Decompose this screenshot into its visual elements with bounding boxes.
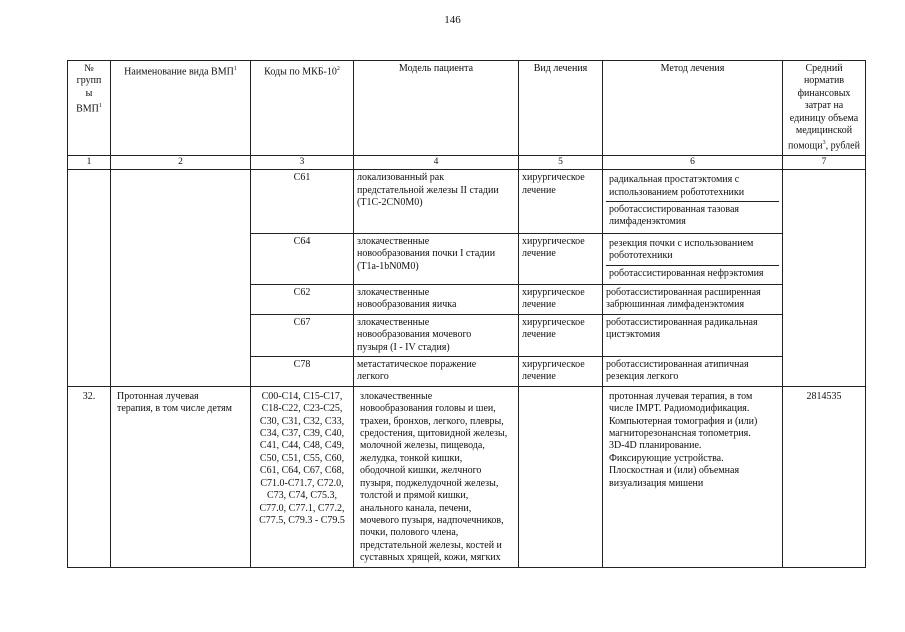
table-row-32: [68, 386, 866, 567]
patient-model-cell: злокачественные новообразования мочевого пузыря (I - IV стадия): [354, 314, 519, 356]
column-number: 3: [251, 156, 354, 170]
patient-model-cell: злокачественные новообразования яичка: [354, 285, 519, 315]
patient-model-cell: метастатическое поражение легкого: [354, 357, 519, 387]
treatment-method-cell: роботассистированная расширенная забрюшинная лимфаденэктомия: [603, 285, 783, 315]
patient-model-cell: злокачественные новообразования почки I стадии (T1a-1bN0M0): [354, 233, 519, 284]
header-vmp-name: Наименование вида ВМП$^1$: [111, 61, 251, 156]
icd-code-cell: C64: [251, 233, 354, 284]
treatment-method-cell: [603, 170, 783, 234]
icd-code-cell: C62: [251, 285, 354, 315]
patient-model-cell: локализованный рак предстательной железы II стадии (T1C-2CN0M0): [354, 170, 519, 234]
treatment-method-cell: [603, 233, 783, 284]
cost-cell: [783, 170, 866, 387]
header-treatment-method: Метод лечения: [603, 61, 783, 156]
treatment-method-cell: роботассистированная атипичная резекция легкого: [603, 357, 783, 387]
group-no-cell: [68, 170, 111, 387]
vmp-name-cell: [111, 170, 251, 387]
treatment-type-cell: [519, 386, 603, 567]
header-group-no: № групп ы ВМП$^1$: [68, 61, 111, 156]
treatment-type-cell: хирургическое лечение: [519, 357, 603, 387]
group-no-cell: 32.: [68, 386, 111, 567]
icd-code-cell: C61: [251, 170, 354, 234]
column-number: 2: [111, 156, 251, 170]
column-number: 4: [354, 156, 519, 170]
treatment-method-item: резекция почки с использованием робототехники: [609, 237, 754, 262]
treatment-method-cell: протонная лучевая терапия, в том числе IMPT. Радиомодификация. Компьютерная томография и (или) магниторезонансная топометрия. 3D-4D планирование. Фиксирующие устройства. Плоскостная и (или) объемная визуализация мишени: [603, 386, 783, 567]
icd-code-cell: C67: [251, 314, 354, 356]
cost-cell: 2814535: [783, 386, 866, 567]
header-patient-model: Модель пациента: [354, 61, 519, 156]
treatment-method-item: роботассистированная нефрэктомия: [606, 265, 779, 282]
column-number: 6: [603, 156, 783, 170]
treatment-type-cell: хирургическое лечение: [519, 170, 603, 234]
column-number: 1: [68, 156, 111, 170]
treatment-type-cell: хирургическое лечение: [519, 233, 603, 284]
header-treatment-type: Вид лечения: [519, 61, 603, 156]
icd-code-cell: C78: [251, 357, 354, 387]
treatment-method-item: роботассистированная тазовая лимфаденэктомия: [606, 201, 779, 231]
treatment-type-cell: хирургическое лечение: [519, 314, 603, 356]
header-row: [68, 61, 866, 156]
vmp-table: [67, 60, 866, 568]
page-number: 146: [444, 14, 461, 26]
treatment-method-cell: роботассистированная радикальная цистэктомия: [603, 314, 783, 356]
column-number: 5: [519, 156, 603, 170]
column-number: 7: [783, 156, 866, 170]
table-row: [68, 170, 866, 234]
patient-model-cell: злокачественные новообразования головы и шеи, трахеи, бронхов, легкого, плевры, средостения, щитовидной железы, молочной железы, пищевода, желудка, тонкой кишки, ободочной кишки, желчного пузыря, поджелудочной железы, толстой и прямой кишки, анального канала, печени, мочевого пузыря, надпочечников, почки, полового члена, предстательной железы, костей и суставных хрящей, кожи, мягких: [354, 386, 519, 567]
treatment-method-item: радикальная простатэктомия с использованием робототехники: [609, 174, 745, 198]
header-icd-codes: Коды по МКБ-$10^2$: [251, 61, 354, 156]
icd-code-cell: C00-C14, C15-C17, C18-C22, C23-C25, C30, C31, C32, C33, C34, C37, C39, C40, C41, C44, C48, C49, C50, C51, C55, C60, C61, C64, C67, C68, C71.0-C71.7, C72.0, C73, C74, C75.3, C77.0, C77.1, C77.2, C77.5, C79.3 - C79.5: [251, 386, 354, 567]
column-number-row: [68, 156, 866, 170]
treatment-type-cell: хирургическое лечение: [519, 285, 603, 315]
vmp-name-cell: Протонная лучевая терапия, в том числе детям: [111, 386, 251, 567]
header-cost: Средний норматив финансовых затрат на единицу объема медицинской помощи$^3$, рублей: [783, 61, 866, 156]
